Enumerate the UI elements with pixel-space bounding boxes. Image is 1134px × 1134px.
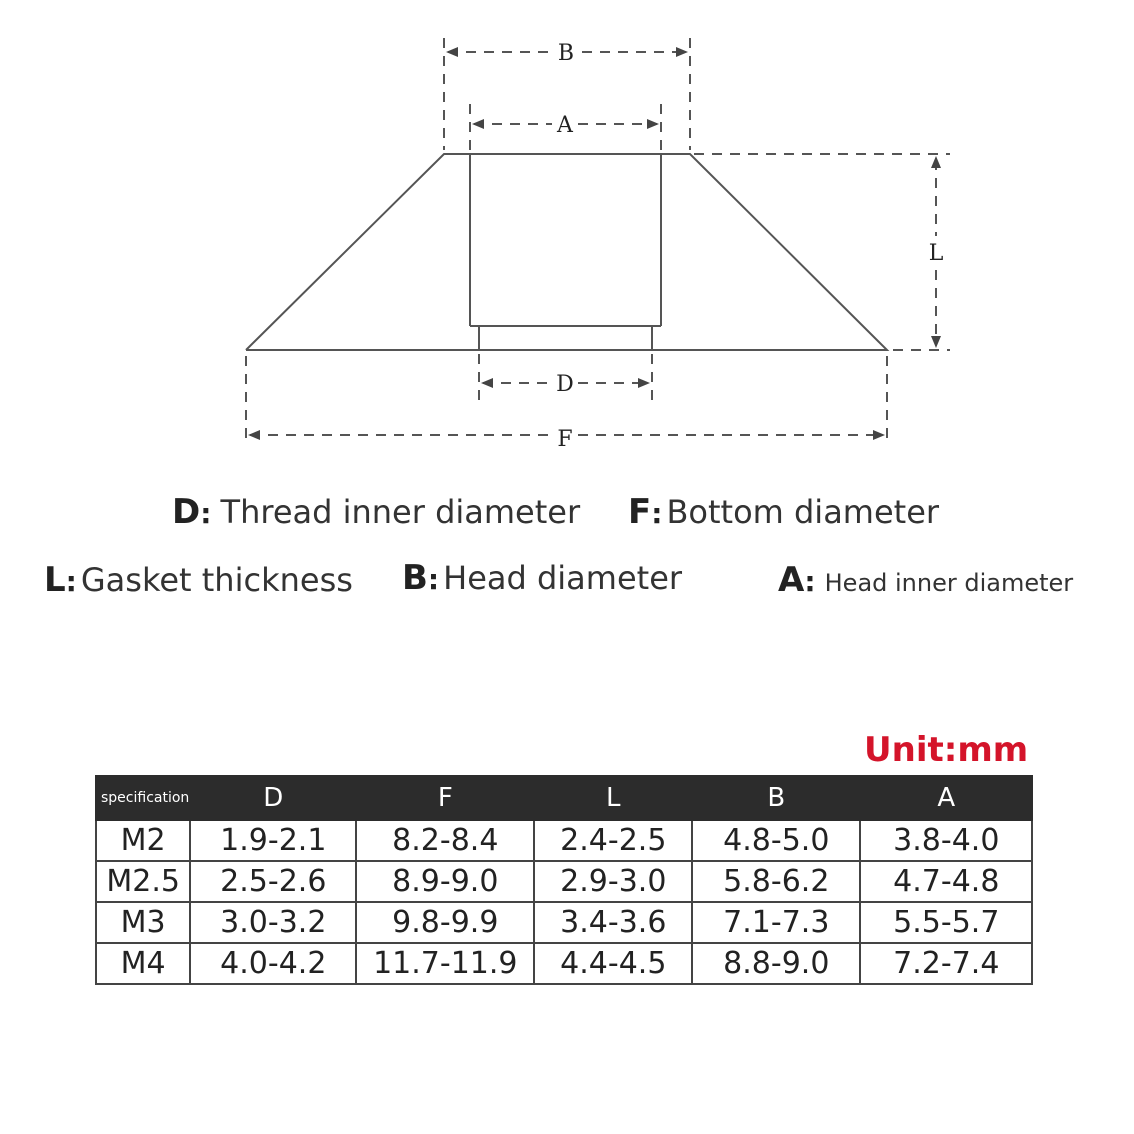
table-header-cell: specification (96, 776, 190, 820)
dimension-label-d: D (556, 372, 574, 397)
legend-key: L (44, 560, 66, 600)
dimension-label-l: L (928, 241, 944, 266)
table-cell: 8.2-8.4 (356, 820, 534, 861)
table-row (96, 943, 1032, 984)
legend-item-f: F: Bottom diameter (628, 492, 940, 532)
dimension-label-a: A (557, 113, 573, 138)
legend-key: F (628, 492, 652, 532)
legend-item-d: D: Thread inner diameter (172, 492, 581, 532)
legend-text: Head inner diameter (824, 569, 1074, 597)
table-cell: 8.8-9.0 (692, 943, 860, 984)
table-cell: 7.2-7.4 (860, 943, 1032, 984)
legend-text: Bottom diameter (666, 493, 940, 531)
table-cell: M3 (96, 902, 190, 943)
table-cell: 2.9-3.0 (534, 861, 692, 902)
table-row (96, 902, 1032, 943)
dimension-lines (246, 38, 950, 440)
legend-text: Thread inner diameter (220, 493, 581, 531)
washer-outline (246, 154, 887, 350)
table-row (96, 861, 1032, 902)
washer-diagram (0, 0, 1134, 470)
legend-key: A (778, 560, 805, 600)
table-cell: 3.0-3.2 (190, 902, 356, 943)
legend-text: Head diameter (443, 559, 683, 597)
table-header-cell: L (534, 776, 692, 820)
table-row (96, 820, 1032, 861)
table-cell: 3.4-3.6 (534, 902, 692, 943)
table-cell: 9.8-9.9 (356, 902, 534, 943)
legend-text: Gasket thickness (80, 561, 353, 599)
legend-key: D (172, 492, 201, 532)
table-header-cell: F (356, 776, 534, 820)
unit-label: Unit:mm (864, 730, 1029, 770)
table-header-cell: D (190, 776, 356, 820)
table-cell: 4.0-4.2 (190, 943, 356, 984)
legend-key: B (402, 558, 428, 598)
legend-item-l: L: Gasket thickness (44, 560, 353, 600)
arrowheads (248, 47, 941, 440)
table-cell: 4.8-5.0 (692, 820, 860, 861)
table-cell: 1.9-2.1 (190, 820, 356, 861)
table-cell: 4.4-4.5 (534, 943, 692, 984)
table-cell: 8.9-9.0 (356, 861, 534, 902)
table-header-row (96, 776, 1032, 820)
table-cell: 3.8-4.0 (860, 820, 1032, 861)
table-cell: 5.5-5.7 (860, 902, 1032, 943)
table-cell: 5.8-6.2 (692, 861, 860, 902)
dimension-label-f: F (557, 427, 573, 452)
table-cell: 2.5-2.6 (190, 861, 356, 902)
table-cell: 11.7-11.9 (356, 943, 534, 984)
table-header-cell: A (860, 776, 1032, 820)
table-cell: M4 (96, 943, 190, 984)
legend-item-b: B: Head diameter (402, 558, 683, 598)
table-cell: 2.4-2.5 (534, 820, 692, 861)
table-cell: M2.5 (96, 861, 190, 902)
table-cell: 4.7-4.8 (860, 861, 1032, 902)
spec-table (95, 775, 1033, 985)
table-cell: 7.1-7.3 (692, 902, 860, 943)
table-header-cell: B (692, 776, 860, 820)
dimension-label-b: B (557, 41, 575, 66)
legend-item-a: A: Head inner diameter (778, 560, 1074, 600)
table-cell: M2 (96, 820, 190, 861)
